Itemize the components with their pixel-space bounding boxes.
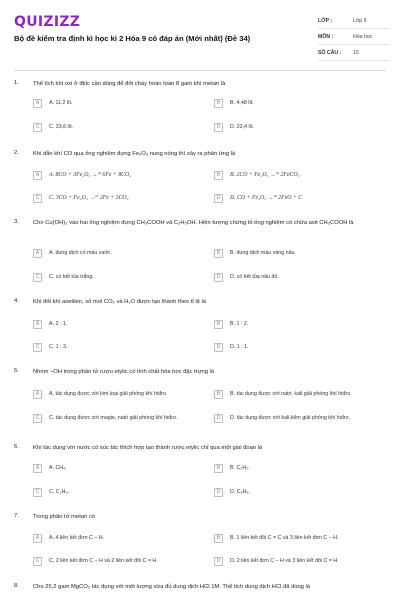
option-text: D. có kết tủa nâu đỏ. (230, 274, 279, 280)
option-b[interactable] (214, 461, 250, 475)
option-text: A. dung dịch có màu xanh. (49, 250, 112, 256)
option-letter-box: A (33, 320, 42, 329)
option-c[interactable] (33, 120, 73, 134)
option-text: B. 2CO + Fe₂O₃ →ᵗ° 2FeCO₃ (230, 172, 300, 178)
meta-label: SỐ CÂU : (318, 49, 342, 56)
option-text: B. C₂H₂. (230, 465, 250, 471)
option-text: D. 2 liên kết đơn C – H và 3 liên kết đôi C = H. (230, 558, 339, 564)
option-letter-box: A (33, 249, 42, 258)
meta-row-subject (318, 29, 390, 45)
header (0, 0, 400, 70)
option-letter-box: B (214, 390, 223, 399)
option-letter-box: B (214, 534, 223, 543)
question-text: Nhóm –OH trong phân tử rượu etylic có tính chất hóa học đặc trưng là (33, 369, 215, 375)
option-d[interactable] (214, 411, 350, 425)
meta-row-count (318, 45, 390, 61)
question-text: Khí tác dụng với nước có xúc tác thích hợp tạo thành rượu etylic chỉ qua một giai đoạn là (33, 445, 263, 451)
option-d[interactable] (214, 191, 302, 205)
question-text: Thể tích khí oxi ở đktc cần dùng để đốt cháy hoàn toàn 8 gam khí metan là (33, 81, 226, 87)
option-b[interactable] (214, 531, 338, 545)
option-text: A. 11,2 lít. (49, 100, 73, 106)
question-number: 7. (14, 513, 19, 519)
option-a[interactable] (33, 387, 167, 401)
option-letter-box: A (33, 390, 42, 399)
page-title: Bộ đề kiểm tra định kì học kì 2 Hóa 9 có đáp án (Mới nhất) (Đề 34) (14, 34, 251, 43)
meta-value: Lớp 9 (353, 17, 367, 24)
option-c[interactable] (33, 485, 69, 499)
option-text: D. tác dụng được với kali,kẽm giải phóng khí hiđro. (230, 415, 351, 421)
option-letter-box: A (33, 464, 42, 473)
meta-table (318, 13, 390, 61)
option-a[interactable] (33, 531, 104, 545)
quizizz-logo[interactable]: QUIZIZZ (14, 14, 81, 30)
option-letter-box: B (214, 249, 223, 258)
question-number: 6. (14, 444, 19, 450)
question-number: 2. (14, 150, 19, 156)
option-a[interactable] (33, 168, 131, 182)
question-text: Cho 25,2 gam MgCO₃ tác dụng với một lượng vừa đủ dung dịch HCl 1M. Thể tích dung dịch HCl đã dùng là (33, 584, 311, 590)
meta-label: LỚP : (318, 17, 333, 24)
option-a[interactable] (33, 246, 112, 260)
option-letter-box: C (33, 557, 42, 566)
option-text: A. 2 : 1. (49, 321, 68, 327)
option-text: D. 22,4 lít. (230, 124, 255, 130)
meta-row-class (318, 13, 390, 29)
question-number: 4. (14, 298, 19, 304)
option-text: C. có kết tủa trắng. (49, 274, 94, 280)
option-letter-box: D (214, 194, 223, 203)
option-text: C. 3CO + Fe₂O₃ →ᵗ° 2Fe + 3CO₂ (49, 195, 129, 201)
option-d[interactable] (214, 340, 249, 354)
option-letter-box: B (214, 320, 223, 329)
option-b[interactable] (214, 168, 300, 182)
question-text: Khi đốt khí axetilen, số mol CO₂ và H₂O được tạo thành theo tỉ lệ là (33, 299, 206, 305)
option-d[interactable] (214, 485, 250, 499)
option-letter-box: D (214, 557, 223, 566)
option-letter-box: C (33, 273, 42, 282)
option-text: C. 1 : 3. (49, 344, 68, 350)
option-text: D. CO + Fe₂O₃ →ᵗ° 2FeO + C (230, 195, 303, 201)
meta-value: Hóa học (353, 33, 373, 40)
option-letter-box: A (33, 534, 42, 543)
question-text: Cho Cu(OH)₂ vào hai ống nghiệm đựng CH₃COOH và C₂H₅OH. Hiện tượng chứng tỏ ống nghiệm có chứa axit CH₃COOH là (33, 220, 354, 226)
option-letter-box: C (33, 194, 42, 203)
option-a[interactable] (33, 96, 72, 110)
option-text: A. CH₄. (49, 465, 67, 471)
question-number: 1. (14, 80, 19, 86)
option-text: C. C₂H₄. (49, 489, 70, 495)
option-letter-box: B (214, 99, 223, 108)
option-text: A. tác dụng được với kim loại giải phóng khí hiđro. (49, 391, 168, 397)
option-text: B. dung dịch màu vàng nâu. (230, 250, 296, 256)
question-text: Khi dẫn khí CO qua ống nghiệm đựng Fe₂O₃ nung nóng thì xảy ra phản ứng là (33, 151, 236, 157)
option-letter-box: D (214, 414, 223, 423)
meta-label: MÔN : (318, 33, 334, 40)
option-c[interactable] (33, 554, 158, 568)
option-text: B. 1 : 2. (230, 321, 249, 327)
option-text: A. 8CO + 3Fe₂O₃ →ᵗ° 6Fe + 8CO₂ (49, 172, 132, 178)
question-number: 8. (14, 583, 19, 589)
option-text: B. tác dụng được với natri, kali giải phóng khí hiđro. (230, 391, 352, 397)
option-text: B. 1 liên kết đôi C = C và 3 liên kết đơn C – H. (230, 535, 339, 541)
option-letter-box: B (214, 464, 223, 473)
option-text: C. 2 liên kết đơn C – H và 2 liên kết đôi C = H. (49, 558, 158, 564)
option-b[interactable] (214, 246, 296, 260)
option-c[interactable] (33, 191, 129, 205)
option-b[interactable] (214, 96, 254, 110)
option-letter-box: C (33, 414, 42, 423)
option-letter-box: D (214, 488, 223, 497)
option-letter-box: A (33, 171, 42, 180)
option-letter-box: D (214, 123, 223, 132)
option-text: C. 33,6 lít. (49, 124, 74, 130)
option-letter-box: C (33, 343, 42, 352)
option-text: D. C₆H₆. (230, 489, 251, 495)
option-c[interactable] (33, 270, 94, 284)
option-text: D. 1 : 1. (230, 344, 249, 350)
option-letter-box: D (214, 273, 223, 282)
option-letter-box: D (214, 343, 223, 352)
question-number: 5. (14, 368, 19, 374)
option-letter-box: C (33, 123, 42, 132)
option-b[interactable] (214, 317, 248, 331)
option-a[interactable] (33, 461, 67, 475)
option-c[interactable] (33, 411, 189, 425)
option-d[interactable] (214, 120, 254, 134)
option-c[interactable] (33, 340, 68, 354)
question-number: 3. (14, 219, 19, 225)
option-d[interactable] (214, 554, 339, 568)
option-text: A. 4 liên kết đơn C – H. (49, 535, 104, 541)
header-divider (14, 70, 386, 71)
option-letter-box: C (33, 488, 42, 497)
option-a[interactable] (33, 317, 67, 331)
meta-value: 15 (353, 49, 359, 56)
option-letter-box: A (33, 99, 42, 108)
option-text: B. 4,48 lít. (230, 100, 254, 106)
option-text: C. tác dụng được với magie, natri giải phóng khí hiđro. (49, 414, 178, 421)
option-b[interactable] (214, 387, 352, 401)
option-letter-box: B (214, 171, 223, 180)
option-d[interactable] (214, 270, 279, 284)
question-text: Trong phân tử metan có (33, 514, 95, 520)
